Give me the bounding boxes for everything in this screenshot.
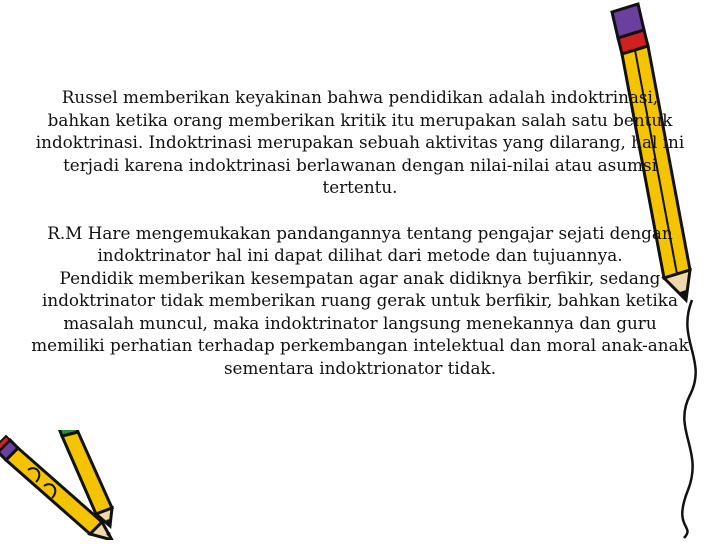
text-line: Russel memberikan keyakinan bahwa pendidikan adalah indoktrinasi, (61, 87, 659, 107)
text-line: Pendidik memberikan kesempatan agar anak didiknya berfikir, sedang (59, 267, 661, 288)
slide-body (20, 86, 700, 379)
text-line: memiliki perhatian terhadap perkembangan intelektual dan moral anak-anak (31, 335, 689, 355)
text-line: sementara indoktrionator tidak. (223, 357, 497, 378)
text-line: indoktrinator tidak memberikan ruang gerak untuk berfikir, bahkan ketika (42, 290, 678, 310)
text-line: masalah muncul, maka indoktrinator langsung menekannya dan guru (63, 312, 657, 333)
text-line: tertentu. (322, 177, 398, 197)
paragraph-russel (20, 86, 700, 199)
pencils-left-icon (0, 430, 150, 540)
text-line: indoktrinasi. Indoktrinasi merupakan sebuah aktivitas yang dilarang, hal ini (35, 132, 685, 152)
text-line: R.M Hare mengemukakan pandangannya tentang pengajar sejati dengan (47, 222, 673, 243)
paragraph-hare (20, 222, 700, 380)
text-line: terjadi karena indoktrinasi berlawanan dengan nilai-nilai atau asumsi (63, 154, 657, 175)
text-line: indoktrinator hal ini dapat dilihat dari metode dan tujuannya. (97, 245, 623, 265)
text-line: bahkan ketika orang memberikan kritik itu merupakan salah satu bentuk (47, 109, 673, 130)
